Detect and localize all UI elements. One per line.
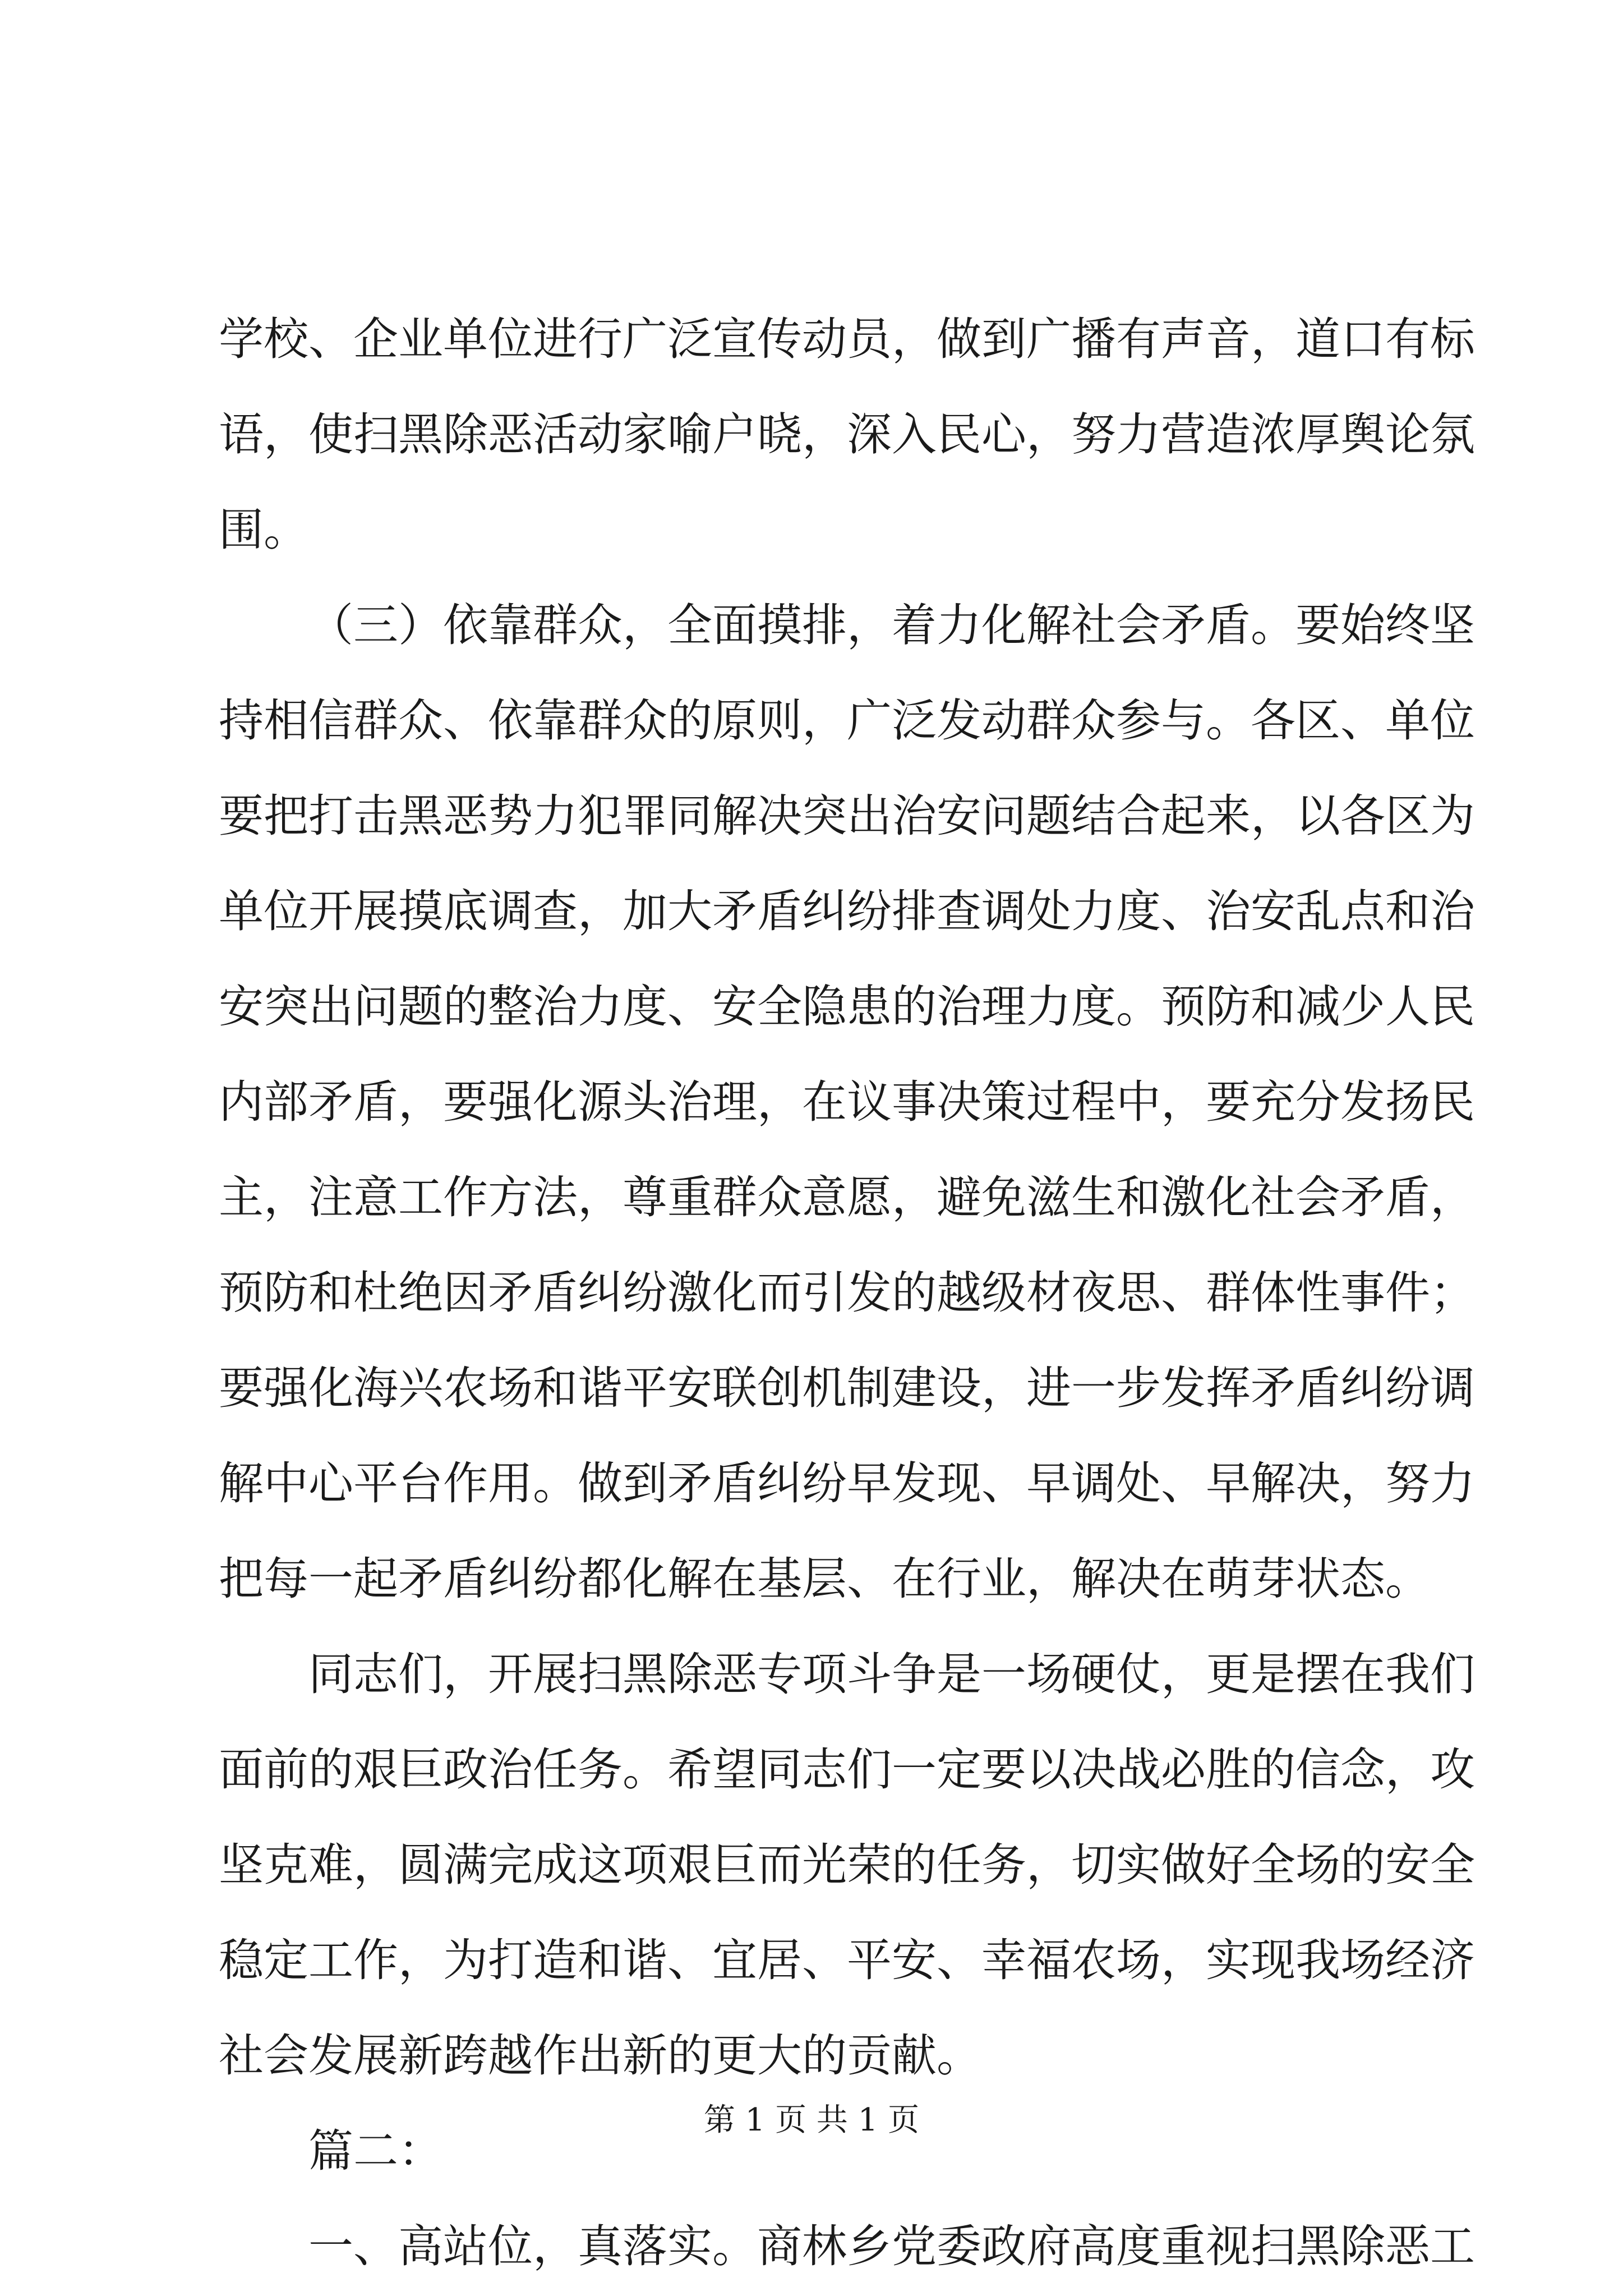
text-line: 内部矛盾，要强化源头治理，在议事决策过程中，要充分发扬民 — [219, 1076, 1475, 1128]
paragraph — [219, 2199, 1475, 2294]
text-line: 解中心平台作用。做到矛盾纠纷早发现、早调处、早解决，努力 — [219, 1457, 1475, 1510]
text-line: 面前的艰巨政治任务。希望同志们一定要以决战必胜的信念，攻 — [219, 1743, 1475, 1796]
paragraph — [219, 1627, 1475, 2104]
text-line: 坚克难，圆满完成这项艰巨而光荣的任务，切实做好全场的安全 — [219, 1839, 1475, 1891]
text-line: 语，使扫黑除恶活动家喻户晓，深入民心，努力营造浓厚舆论氛 — [219, 408, 1475, 461]
text-line: 围。 — [219, 504, 308, 556]
text-line: 持相信群众、依靠群众的原则，广泛发动群众参与。各区、单位 — [219, 694, 1475, 747]
text-line: 预防和杜绝因矛盾纠纷激化而引发的越级材夜思、群体性事件； — [219, 1267, 1475, 1319]
text-line: 同志们，开展扫黑除恶专项斗争是一场硬仗，更是摆在我们 — [308, 1648, 1475, 1700]
text-line: 安突出问题的整治力度、安全隐患的治理力度。预防和减少人民 — [219, 981, 1475, 1033]
body-text — [219, 292, 1475, 2294]
text-line: 学校、企业单位进行广泛宣传动员，做到广播有声音，道口有标 — [219, 313, 1475, 365]
page-footer: 第 1 页 共 1 页 — [703, 2102, 920, 2138]
text-line: 主，注意工作方法，尊重群众意愿，避免滋生和激化社会矛盾， — [219, 1171, 1475, 1223]
text-line: 稳定工作，为打造和谐、宜居、平安、幸福农场，实现我场经济 — [219, 1934, 1475, 1986]
text-line: 一、高站位，真落实。商林乡党委政府高度重视扫黑除恶工 — [308, 2220, 1475, 2272]
text-line: （三）依靠群众，全面摸排，着力化解社会矛盾。要始终坚 — [308, 599, 1475, 651]
text-line: 篇二： — [308, 2125, 443, 2177]
text-line: 把每一起矛盾纠纷都化解在基层、在行业，解决在萌芽状态。 — [219, 1553, 1430, 1605]
paragraph — [219, 578, 1475, 1627]
text-line: 要强化海兴农场和谐平安联创机制建设，进一步发挥矛盾纠纷调 — [219, 1362, 1475, 1414]
text-line: 单位开展摸底调查，加大矛盾纠纷排查调处力度、治安乱点和治 — [219, 885, 1475, 937]
paragraph — [219, 292, 1475, 578]
text-line: 要把打击黑恶势力犯罪同解决突出治安问题结合起来，以各区为 — [219, 790, 1475, 842]
text-line: 社会发展新跨越作出新的更大的贡献。 — [219, 2030, 981, 2082]
